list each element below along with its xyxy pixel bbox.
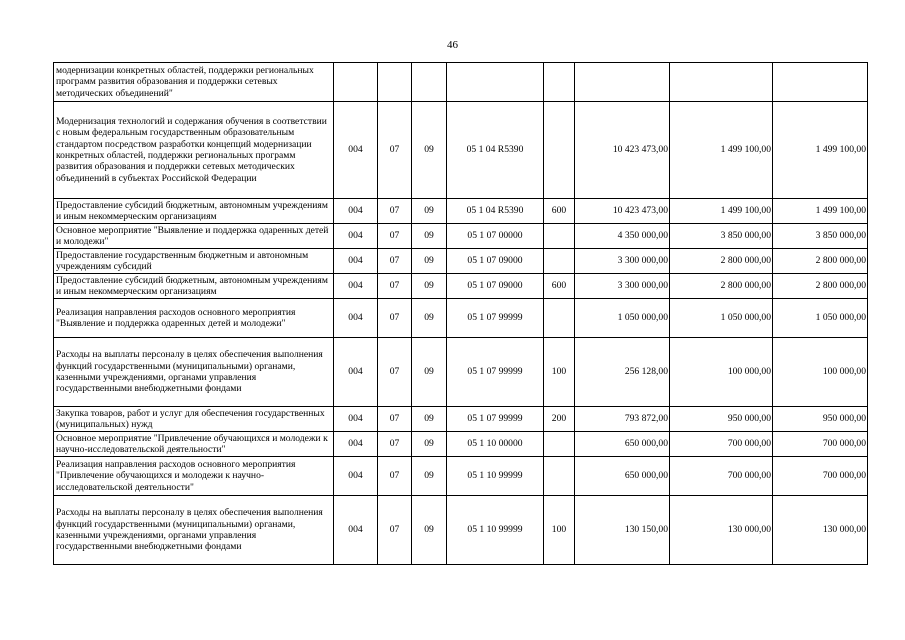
row-name-cell: Реализация направления расходов основного мероприятия "Привлечение обучающихся и молодежи к научно-исследовательской деятельности" [54,457,334,496]
section-code-cell: 07 [378,249,412,274]
expense-type-cell [544,432,575,457]
target-article-cell: 05 1 10 99999 [447,496,544,565]
row-name-cell: Основное мероприятие "Выявление и поддержка одаренных детей и молодежи" [54,224,334,249]
table-row [54,338,868,407]
table-row [54,274,868,299]
target-article-cell: 05 1 07 09000 [447,274,544,299]
row-name-cell: Предоставление субсидий бюджетным, автономным учреждениям и иным некоммерческим организациям [54,199,334,224]
row-name-cell: Расходы на выплаты персоналу в целях обеспечения выполнения функций государственными (муниципальными) органами, казенными учреждениями, органами управления государственными внебюджетными фондами [54,496,334,565]
amount-col1-cell [575,63,670,102]
target-article-cell: 05 1 07 09000 [447,249,544,274]
ministry-code-cell [334,63,378,102]
subsection-code-cell: 09 [412,496,447,565]
amount-col2-cell: 700 000,00 [670,457,773,496]
target-article-cell [447,63,544,102]
amount-col2-cell: 1 050 000,00 [670,299,773,338]
section-code-cell: 07 [378,338,412,407]
amount-col1-cell: 10 423 473,00 [575,199,670,224]
amount-col1-cell: 1 050 000,00 [575,299,670,338]
row-name-cell: Модернизация технологий и содержания обучения в соответствии с новым федеральным государственным образовательным стандартом посредством разработки концепций модернизации конкретных областей, поддержки региональных программ развития образования и поддержки сетевых методических объединений в субъектах Российской Федерации [54,102,334,199]
section-code-cell: 07 [378,496,412,565]
row-name-cell: Закупка товаров, работ и услуг для обеспечения государственных (муниципальных) нужд [54,407,334,432]
table-row [54,407,868,432]
amount-col2-cell: 700 000,00 [670,432,773,457]
budget-table [53,62,868,565]
row-name-cell: Расходы на выплаты персоналу в целях обеспечения выполнения функций государственными (муниципальными) органами, казенными учреждениями, органами управления государственными внебюджетными фондами [54,338,334,407]
amount-col3-cell: 950 000,00 [773,407,868,432]
amount-col2-cell: 100 000,00 [670,338,773,407]
table-row [54,199,868,224]
amount-col3-cell: 2 800 000,00 [773,249,868,274]
amount-col1-cell: 3 300 000,00 [575,249,670,274]
subsection-code-cell: 09 [412,102,447,199]
row-name-cell: Реализация направления расходов основного мероприятия "Выявление и поддержка одаренных детей и молодежи" [54,299,334,338]
target-article-cell: 05 1 07 99999 [447,299,544,338]
ministry-code-cell: 004 [334,457,378,496]
subsection-code-cell: 09 [412,338,447,407]
amount-col3-cell: 2 800 000,00 [773,274,868,299]
amount-col3-cell: 100 000,00 [773,338,868,407]
section-code-cell: 07 [378,102,412,199]
ministry-code-cell: 004 [334,249,378,274]
amount-col3-cell: 3 850 000,00 [773,224,868,249]
target-article-cell: 05 1 10 99999 [447,457,544,496]
amount-col2-cell [670,63,773,102]
ministry-code-cell: 004 [334,224,378,249]
target-article-cell: 05 1 07 99999 [447,407,544,432]
amount-col2-cell: 2 800 000,00 [670,249,773,274]
table-row [54,63,868,102]
amount-col1-cell: 650 000,00 [575,457,670,496]
section-code-cell: 07 [378,407,412,432]
row-name-cell: модернизации конкретных областей, поддержки региональных программ развития образования и поддержки сетевых методических объединений" [54,63,334,102]
subsection-code-cell [412,63,447,102]
ministry-code-cell: 004 [334,102,378,199]
amount-col1-cell: 130 150,00 [575,496,670,565]
amount-col3-cell: 1 499 100,00 [773,102,868,199]
ministry-code-cell: 004 [334,274,378,299]
table-row [54,224,868,249]
expense-type-cell [544,224,575,249]
amount-col3-cell: 130 000,00 [773,496,868,565]
row-name-cell: Предоставление субсидий бюджетным, автономным учреждениям и иным некоммерческим организациям [54,274,334,299]
section-code-cell: 07 [378,274,412,299]
subsection-code-cell: 09 [412,457,447,496]
table-row [54,432,868,457]
amount-col1-cell: 793 872,00 [575,407,670,432]
row-name-cell: Основное мероприятие "Привлечение обучающихся и молодежи к научно-исследовательской деятельности" [54,432,334,457]
amount-col2-cell: 2 800 000,00 [670,274,773,299]
expense-type-cell: 100 [544,496,575,565]
amount-col3-cell: 1 499 100,00 [773,199,868,224]
subsection-code-cell: 09 [412,432,447,457]
subsection-code-cell: 09 [412,249,447,274]
subsection-code-cell: 09 [412,224,447,249]
page-number: 46 [447,39,458,51]
subsection-code-cell: 09 [412,299,447,338]
amount-col3-cell: 1 050 000,00 [773,299,868,338]
subsection-code-cell: 09 [412,274,447,299]
target-article-cell: 05 1 07 99999 [447,338,544,407]
expense-type-cell: 600 [544,199,575,224]
amount-col2-cell: 130 000,00 [670,496,773,565]
ministry-code-cell: 004 [334,299,378,338]
ministry-code-cell: 004 [334,199,378,224]
expense-type-cell [544,457,575,496]
amount-col2-cell: 3 850 000,00 [670,224,773,249]
table-body [54,63,868,565]
amount-col1-cell: 256 128,00 [575,338,670,407]
row-name-cell: Предоставление государственным бюджетным и автономным учреждениям субсидий [54,249,334,274]
ministry-code-cell: 004 [334,496,378,565]
section-code-cell: 07 [378,457,412,496]
section-code-cell: 07 [378,224,412,249]
amount-col1-cell: 4 350 000,00 [575,224,670,249]
ministry-code-cell: 004 [334,407,378,432]
amount-col1-cell: 3 300 000,00 [575,274,670,299]
table-row [54,102,868,199]
expense-type-cell [544,299,575,338]
subsection-code-cell: 09 [412,199,447,224]
amount-col3-cell: 700 000,00 [773,457,868,496]
section-code-cell [378,63,412,102]
target-article-cell: 05 1 04 R5390 [447,102,544,199]
amount-col1-cell: 650 000,00 [575,432,670,457]
table-row [54,249,868,274]
amount-col2-cell: 1 499 100,00 [670,199,773,224]
section-code-cell: 07 [378,299,412,338]
amount-col2-cell: 950 000,00 [670,407,773,432]
table-row [54,299,868,338]
section-code-cell: 07 [378,199,412,224]
target-article-cell: 05 1 10 00000 [447,432,544,457]
expense-type-cell [544,249,575,274]
expense-type-cell [544,63,575,102]
expense-type-cell: 200 [544,407,575,432]
section-code-cell: 07 [378,432,412,457]
ministry-code-cell: 004 [334,338,378,407]
expense-type-cell: 600 [544,274,575,299]
amount-col3-cell: 700 000,00 [773,432,868,457]
table-row [54,457,868,496]
amount-col1-cell: 10 423 473,00 [575,102,670,199]
subsection-code-cell: 09 [412,407,447,432]
table-row [54,496,868,565]
ministry-code-cell: 004 [334,432,378,457]
expense-type-cell: 100 [544,338,575,407]
target-article-cell: 05 1 07 00000 [447,224,544,249]
target-article-cell: 05 1 04 R5390 [447,199,544,224]
expense-type-cell [544,102,575,199]
amount-col2-cell: 1 499 100,00 [670,102,773,199]
amount-col3-cell [773,63,868,102]
